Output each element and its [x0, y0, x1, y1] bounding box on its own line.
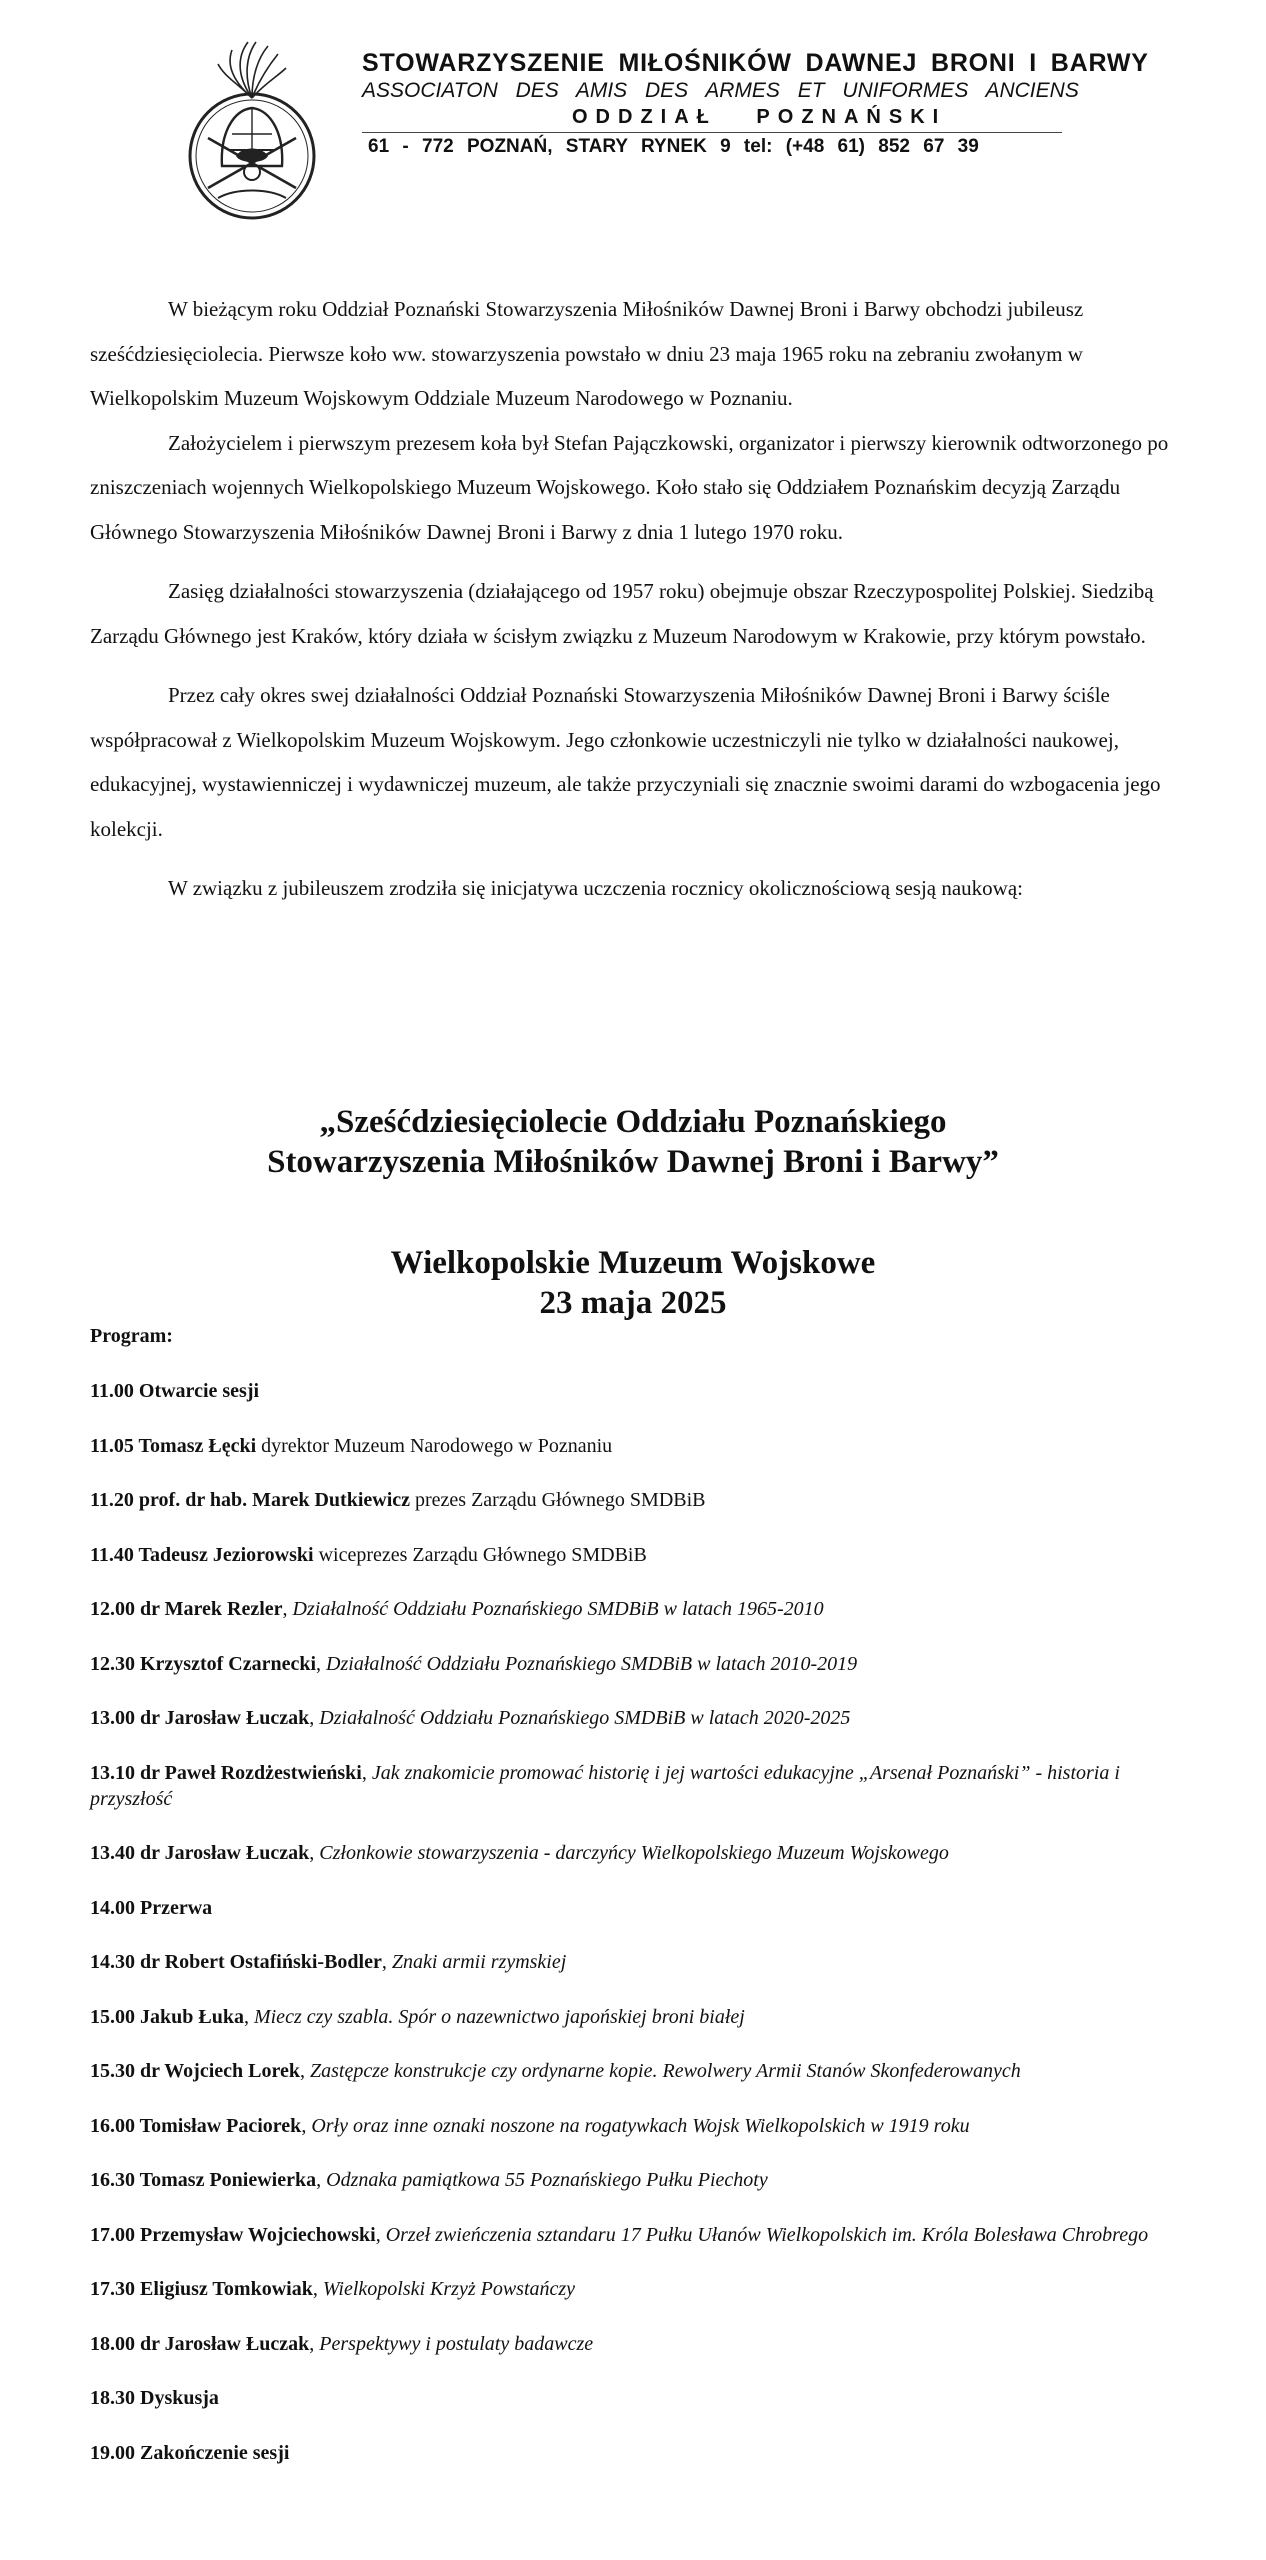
- program-item-topic: Miecz czy szabla. Spór o nazewnictwo japońskiej broni białej: [253, 2005, 745, 2028]
- program-item: [90, 1542, 1180, 1568]
- program-item-topic: Działalność Oddziału Poznańskiego SMDBiB w latach 2010-2019: [326, 1652, 858, 1675]
- program-item-time-speaker: 11.20 prof. dr hab. Marek Dutkiewicz: [90, 1489, 411, 1511]
- program-item-time-speaker: 16.30 Tomasz Poniewierka: [90, 2169, 317, 2191]
- program-item-topic: Zastępcze konstrukcje czy ordynarne kopie. Rewolwery Armii Stanów Skonfederowanych: [310, 2060, 1021, 2082]
- session-venue: Wielkopolskie Muzeum Wojskowe: [390, 1245, 876, 1281]
- program-item-topic: Orły oraz inne oznaki noszone na rogatywkach Wojsk Wielkopolskich w 1919 roku: [311, 2114, 970, 2137]
- session-venue-date: [0, 1243, 1266, 1323]
- program-item-detail: ,: [375, 2223, 386, 2246]
- program-item: [90, 1596, 1180, 1622]
- program-item-time-speaker: 11.05 Tomasz Łęcki: [90, 1434, 257, 1457]
- program-item: [90, 1487, 1180, 1513]
- address-line: 61 - 772 POZNAŃ, STARY RYNEK 9 tel: (+48 61) 852 67 39: [368, 136, 979, 157]
- program-item: [90, 2385, 1180, 2411]
- program-item-time-speaker: 13.40 dr Jarosław Łuczak: [90, 1842, 310, 1864]
- program-item-time-speaker: 12.00 dr Marek Rezler: [90, 1598, 283, 1620]
- association-emblem-icon: [178, 38, 333, 223]
- program-item-detail: ,: [316, 1652, 327, 1675]
- program-item-time-speaker: 11.00 Otwarcie sesji: [90, 1380, 260, 1402]
- program-item-topic: Członkowie stowarzyszenia - darczyńcy Wielkopolskiego Muzeum Wojskowego: [319, 1842, 949, 1864]
- program-item: [90, 2222, 1180, 2248]
- intro-text: [90, 287, 1180, 911]
- program-item-time-speaker: 18.30 Dyskusja: [90, 2387, 219, 2409]
- program-item-time-speaker: 15.00 Jakub Łuka: [90, 2005, 244, 2028]
- program-item-time-speaker: 19.00 Zakończenie sesji: [90, 2441, 290, 2464]
- program-item-topic: Odznaka pamiątkowa 55 Poznańskiego Pułku Piechoty: [326, 2169, 768, 2191]
- program-item: [90, 1840, 1180, 1866]
- program-item-detail: ,: [309, 2332, 320, 2355]
- program-item: [90, 1760, 1180, 1812]
- letterhead-divider: [362, 132, 1062, 133]
- program-item-topic: Wielkopolski Krzyż Powstańczy: [322, 2278, 576, 2300]
- program-item-time-speaker: 15.30 dr Wojciech Lorek: [90, 2060, 300, 2082]
- program-item-topic: Znaki armii rzymskiej: [391, 1951, 567, 1973]
- paragraph: W związku z jubileuszem zrodziła się inicjatywa uczczenia rocznicy okolicznościową sesją naukową:: [168, 876, 1024, 900]
- program-item-time-speaker: 16.00 Tomisław Paciorek: [90, 2114, 302, 2137]
- program-item-time-speaker: 13.00 dr Jarosław Łuczak: [90, 1707, 310, 1729]
- association-name-french: ASSOCIATON DES AMIS DES ARMES ET UNIFORMES ANCIENS: [362, 79, 1079, 102]
- association-name-polish: STOWARZYSZENIE MIŁOŚNIKÓW DAWNEJ BRONI I BARWY: [362, 49, 1149, 77]
- program-item-time-speaker: 12.30 Krzysztof Czarnecki: [90, 1652, 317, 1675]
- session-title-line: „Sześćdziesięciolecie Oddziału Poznańskiego: [319, 1104, 947, 1140]
- program-item: [90, 1433, 1180, 1459]
- program-item-detail: ,: [243, 2005, 254, 2028]
- program-item: [90, 1378, 1180, 1404]
- program-item-topic: Działalność Oddziału Poznańskiego SMDBiB w latach 1965-2010: [292, 1598, 824, 1620]
- program-item-time-speaker: 18.00 dr Jarosław Łuczak: [90, 2332, 310, 2355]
- program-item: [90, 2004, 1180, 2030]
- letterhead: [0, 0, 1266, 240]
- paragraph: Przez cały okres swej działalności Oddział Poznański Stowarzyszenia Miłośników Dawnej Broni i Barwy ściśle współpracował z Wielkopolskim Muzeum Wojskowym. Jego członkowie uczestniczyli nie tylko w działalności naukowej, edukacyjnej, wystawienniczej i wydawniczej muzeum, ale także przyczyniali się znacznie swoimi darami do wzbogacenia jego kolekcji.: [90, 683, 1161, 841]
- session-title-line: Stowarzyszenia Miłośników Dawnej Broni i Barwy”: [267, 1144, 999, 1180]
- paragraph: W bieżącym roku Oddział Poznański Stowarzyszenia Miłośników Dawnej Broni i Barwy obchodzi jubileusz sześćdziesięciolecia. Pierwsze koło ww. stowarzyszenia powstało w dniu 23 maja 1965 roku na zebraniu zwołanym w Wielkopolskim Muzeum Wojskowym Oddziale Muzeum Narodowego w Poznaniu.: [90, 297, 1084, 410]
- program-item-time-speaker: 17.30 Eligiusz Tomkowiak: [90, 2278, 313, 2300]
- program-item-detail: ,: [309, 1707, 320, 1729]
- program-item-topic: Orzeł zwieńczenia sztandaru 17 Pułku Ułanów Wielkopolskich im. Króla Bolesława Chrobrego: [385, 2223, 1149, 2246]
- program-heading: Program:: [90, 1325, 173, 1347]
- program-item: [90, 1705, 1180, 1731]
- session-date: 23 maja 2025: [539, 1285, 727, 1321]
- program-item-detail: ,: [361, 1761, 372, 1784]
- program-item: [90, 2440, 1180, 2466]
- program-item-detail: ,: [300, 2060, 310, 2082]
- program-item-detail: ,: [381, 1951, 392, 1973]
- program-item-time-speaker: 11.40 Tadeusz Jeziorowski: [90, 1543, 314, 1566]
- program-item-time-speaker: 13.10 dr Paweł Rozdżestwieński: [90, 1761, 362, 1784]
- program-item-topic: Działalność Oddziału Poznańskiego SMDBiB w latach 2020-2025: [319, 1707, 851, 1729]
- program-item-detail: ,: [309, 1842, 320, 1864]
- program-item-time-speaker: 14.00 Przerwa: [90, 1896, 213, 1919]
- program-item-topic: Jak znakomicie promować historię i jej wartości edukacyjne „Arsenał Poznański” - historia i przyszłość: [90, 1761, 1120, 1810]
- program-item: [90, 2276, 1180, 2302]
- program-item: [90, 2167, 1180, 2193]
- program-item-detail: ,: [282, 1598, 293, 1620]
- program-item-time-speaker: 14.30 dr Robert Ostafiński-Bodler: [90, 1951, 382, 1973]
- program-item-time-speaker: 17.00 Przemysław Wojciechowski: [90, 2223, 376, 2246]
- program-item-detail: ,: [316, 2169, 327, 2191]
- program-item-detail: prezes Zarządu Głównego SMDBiB: [410, 1489, 706, 1511]
- program-item: [90, 2058, 1180, 2084]
- program-item: [90, 2331, 1180, 2357]
- program-item: [90, 2113, 1180, 2139]
- program-item-topic: Perspektywy i postulaty badawcze: [319, 2332, 594, 2355]
- program-item-detail: wiceprezes Zarządu Głównego SMDBiB: [313, 1543, 647, 1566]
- program-item: [90, 1895, 1180, 1921]
- session-title: [0, 1102, 1266, 1182]
- paragraph: Założycielem i pierwszym prezesem koła był Stefan Pajączkowski, organizator i pierwszy kierownik odtworzonego po zniszczeniach wojennych Wielkopolskiego Muzeum Wojskowego. Koło stało się Oddziałem Poznańskim decyzją Zarządu Głównego Stowarzyszenia Miłośników Dawnej Broni i Barwy z dnia 1 lutego 1970 roku.: [90, 430, 1169, 544]
- paragraph: Zasięg działalności stowarzyszenia (działającego od 1957 roku) obejmuje obszar Rzeczypospolitej Polskiej. Siedzibą Zarządu Głównego jest Kraków, który działa w ścisłym związku z Muzeum Narodowym w Krakowie, przy którym powstało.: [90, 579, 1154, 648]
- program-item: [90, 1651, 1180, 1677]
- program-item: [90, 1949, 1180, 1975]
- branch-name: ODDZIAŁ POZNAŃSKI: [572, 106, 947, 128]
- program-item-detail: ,: [312, 2278, 323, 2300]
- letterhead-text: [362, 48, 1149, 157]
- program-item-detail: ,: [301, 2114, 312, 2137]
- program-item-detail: dyrektor Muzeum Narodowego w Poznaniu: [256, 1434, 613, 1457]
